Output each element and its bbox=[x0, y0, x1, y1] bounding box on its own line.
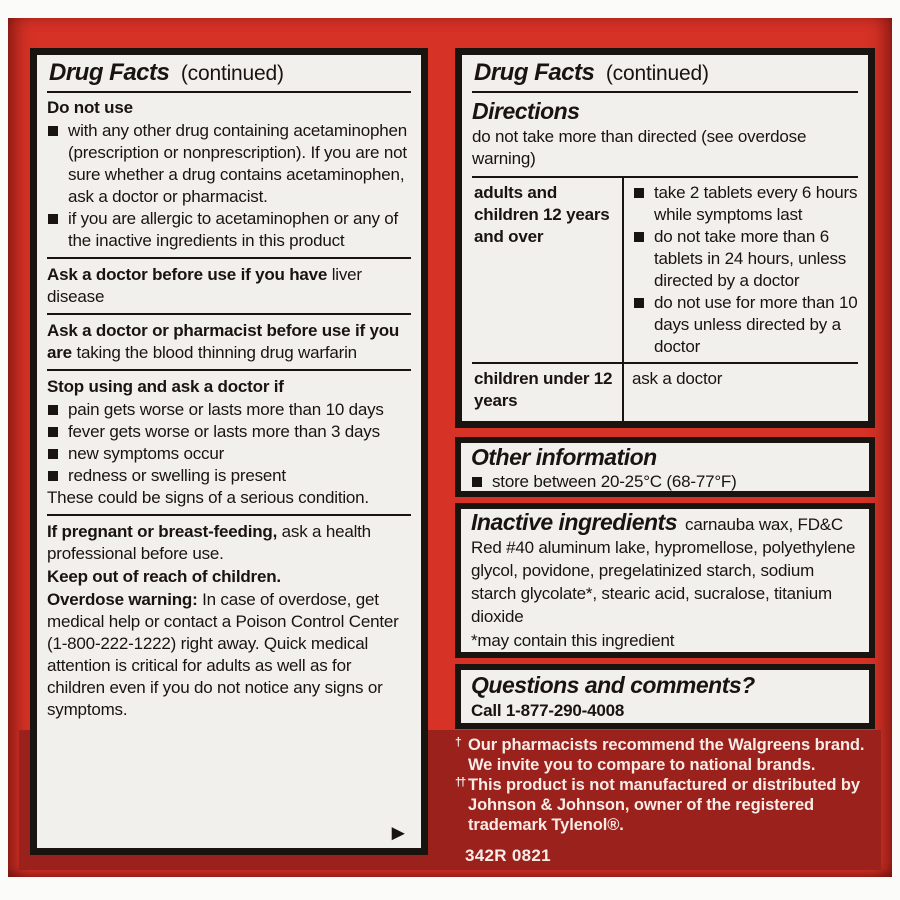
drug-facts-title: Drug Facts bbox=[49, 59, 170, 86]
inactive-ingredients-section bbox=[471, 511, 859, 628]
ask-doctor-section bbox=[47, 264, 411, 308]
bullet-square-icon bbox=[48, 449, 58, 459]
footer-footnotes bbox=[455, 735, 887, 866]
directions-intro: do not take more than directed (see overdose warning) bbox=[472, 127, 807, 168]
footnote-line: Johnson & Johnson, owner of the registered bbox=[468, 796, 814, 814]
ask-doctor-text: liver disease bbox=[47, 265, 362, 306]
footnote-line: We invite you to compare to national brands. bbox=[468, 756, 816, 774]
stop-using-heading: Stop using and ask a doctor if bbox=[47, 377, 284, 396]
section-divider bbox=[47, 514, 411, 516]
list-item bbox=[47, 465, 411, 487]
bullet-text: redness or swelling is present bbox=[68, 466, 286, 485]
dosage-instructions: ask a doctor bbox=[622, 364, 858, 421]
lot-code: 342R 0821 bbox=[465, 846, 551, 865]
list-item bbox=[471, 471, 859, 493]
inactive-ingredients-heading: Inactive ingredients bbox=[471, 509, 678, 535]
footnote-line: This product is not manufactured or distributed by bbox=[468, 776, 860, 794]
list-item bbox=[47, 120, 411, 208]
double-dagger-icon: †† bbox=[455, 775, 465, 789]
ask-doctor-pharmacist-text: taking the blood thinning drug warfarin bbox=[71, 343, 357, 362]
table-row bbox=[472, 362, 858, 421]
bullet-text: do not take more than 6 tablets in 24 hours, unless directed by a doctor bbox=[654, 227, 847, 290]
ask-doctor-pharmacist-section bbox=[47, 320, 411, 364]
bullet-text: pain gets worse or lasts more than 10 days bbox=[68, 400, 384, 419]
bullet-square-icon bbox=[48, 214, 58, 224]
section-divider bbox=[47, 369, 411, 371]
directions-panel bbox=[455, 48, 875, 428]
ask-doctor-heading: Ask a doctor before use if you have bbox=[47, 265, 328, 284]
pregnant-text: ask a health professional before use. bbox=[47, 522, 371, 563]
drug-facts-left-panel bbox=[30, 48, 428, 855]
section-divider bbox=[47, 257, 411, 259]
keep-out-of-reach-heading: Keep out of reach of children. bbox=[47, 567, 281, 586]
pregnant-heading: If pregnant or breast-feeding, bbox=[47, 522, 278, 541]
list-item bbox=[47, 399, 411, 421]
dagger-icon: † bbox=[455, 735, 460, 749]
list-item bbox=[47, 443, 411, 465]
bullet-square-icon bbox=[48, 471, 58, 481]
bullet-square-icon bbox=[634, 188, 644, 198]
overdose-warning-section bbox=[47, 589, 411, 721]
ask-doctor-pharmacist-heading: Ask a doctor or pharmacist before use if you are bbox=[47, 321, 400, 362]
drug-facts-continued-label: (continued) bbox=[605, 62, 709, 85]
overdose-warning-text: In case of overdose, get medical help or contact a Poison Control Center (1-800-222-1222) right away. Quick medical attention is critical for adults as well as for children even if you do not notice any signs or symptoms. bbox=[47, 590, 399, 719]
section-divider bbox=[47, 313, 411, 315]
dosage-instructions bbox=[622, 178, 858, 362]
bullet-square-icon bbox=[634, 298, 644, 308]
list-item bbox=[632, 292, 858, 358]
bullet-text: take 2 tablets every 6 hours while symptoms last bbox=[654, 183, 858, 224]
storage-instruction: store between 20-25°C (68-77°F) bbox=[492, 472, 737, 491]
bullet-text: new symptoms occur bbox=[68, 444, 225, 463]
other-information-heading: Other information bbox=[471, 444, 657, 470]
inactive-ingredients-list: carnauba wax, FD&C Red #40 aluminum lake, hypromellose, polyethylene glycol, povidone, pregelatinized starch, sodium starch glycolate*, stearic acid, sucralose, titanium dioxide bbox=[471, 515, 856, 626]
pregnant-section bbox=[47, 521, 411, 565]
bullet-square-icon bbox=[48, 405, 58, 415]
dosage-age-group: adults and children 12 years and over bbox=[474, 183, 610, 246]
may-contain-footnote: *may contain this ingredient bbox=[471, 631, 675, 650]
footnote-line: Our pharmacists recommend the Walgreens brand. bbox=[468, 736, 865, 754]
questions-comments-panel bbox=[455, 664, 875, 729]
continue-arrow-icon: ► bbox=[387, 820, 409, 845]
do-not-use-heading: Do not use bbox=[47, 98, 133, 117]
drug-facts-continued-label: (continued) bbox=[180, 62, 284, 85]
bullet-square-icon bbox=[48, 126, 58, 136]
bullet-text: fever gets worse or lasts more than 3 days bbox=[68, 422, 380, 441]
footnote bbox=[455, 775, 887, 835]
list-item bbox=[632, 182, 858, 226]
phone-number: Call 1-877-290-4008 bbox=[471, 701, 625, 720]
panel-title bbox=[47, 60, 411, 93]
bullet-square-icon bbox=[634, 232, 644, 242]
bullet-text: if you are allergic to acetaminophen or any of the inactive ingredients in this product bbox=[68, 209, 399, 250]
list-item bbox=[47, 421, 411, 443]
overdose-warning-heading: Overdose warning: bbox=[47, 590, 198, 609]
directions-heading: Directions bbox=[472, 98, 580, 124]
list-item bbox=[632, 226, 858, 292]
bullet-square-icon bbox=[472, 477, 482, 487]
questions-comments-heading: Questions and comments? bbox=[471, 672, 755, 698]
dosage-age-group: children under 12 years bbox=[474, 369, 613, 410]
list-item bbox=[47, 208, 411, 252]
dosage-table bbox=[472, 176, 858, 421]
table-row bbox=[472, 178, 858, 362]
bullet-square-icon bbox=[48, 427, 58, 437]
inactive-ingredients-panel bbox=[455, 503, 875, 658]
bullet-text: with any other drug containing acetaminophen (prescription or nonprescription). If you are not sure whether a drug contains acetaminophen, ask a doctor or pharmacist. bbox=[68, 121, 407, 206]
bullet-text: do not use for more than 10 days unless directed by a doctor bbox=[654, 293, 858, 356]
panel-title bbox=[472, 60, 858, 93]
serious-condition-note: These could be signs of a serious condition. bbox=[47, 488, 369, 507]
footnote-line: trademark Tylenol®. bbox=[468, 816, 624, 834]
footnote bbox=[455, 735, 887, 775]
drug-facts-title: Drug Facts bbox=[474, 59, 595, 86]
other-information-panel bbox=[455, 437, 875, 497]
